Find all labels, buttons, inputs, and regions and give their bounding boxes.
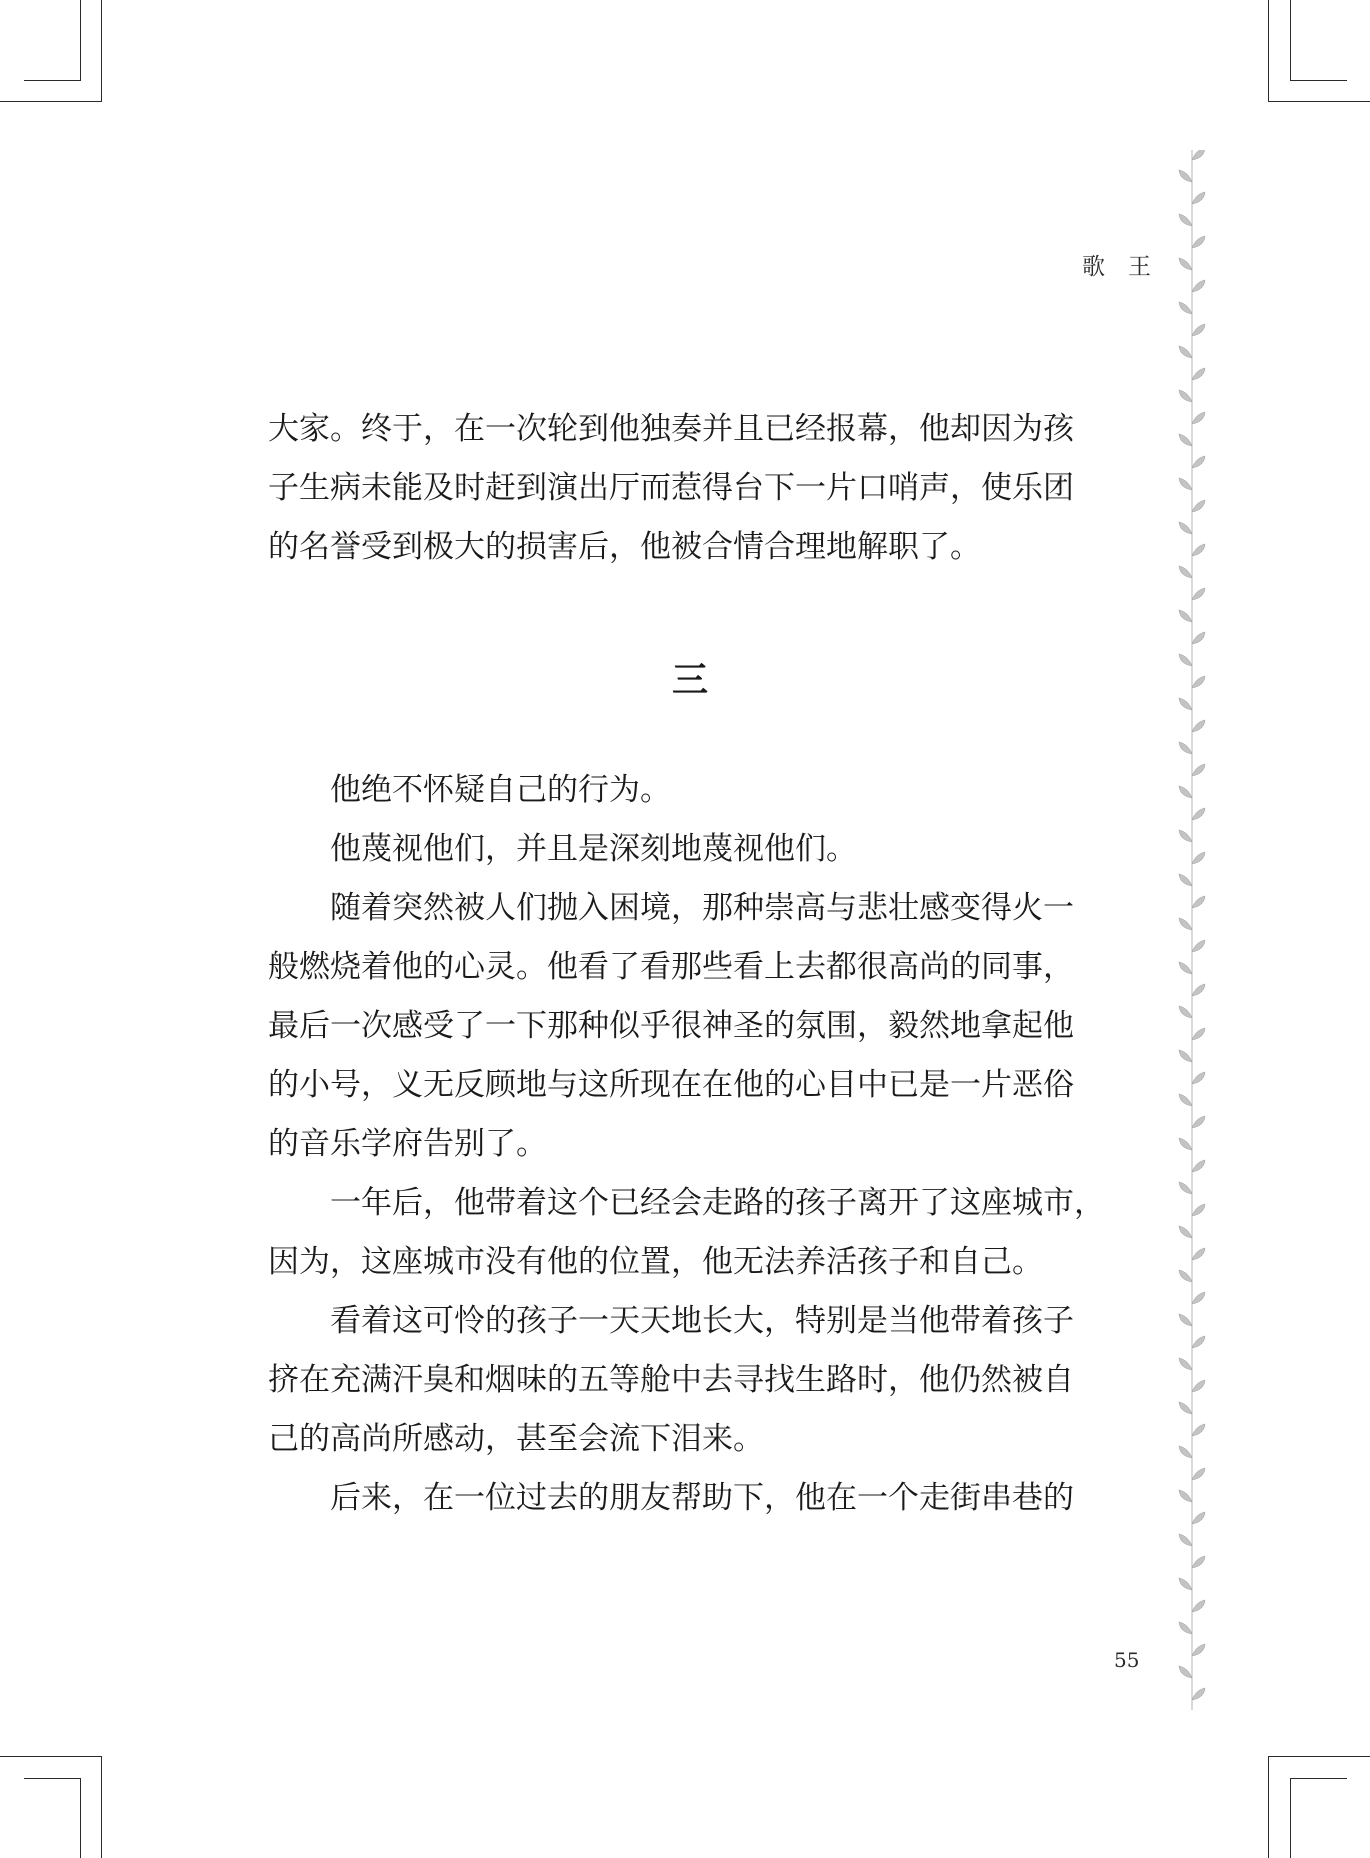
leaf-icon [1192, 632, 1205, 644]
leaf-icon [1179, 1270, 1192, 1282]
text-line: 己的高尚所感动，甚至会流下泪来。 [268, 1421, 764, 1457]
leaf-icon [1179, 258, 1192, 270]
leaf-icon [1179, 1622, 1192, 1634]
leaf-icon [1179, 830, 1192, 842]
leaf-icon [1192, 1512, 1205, 1524]
crop-mark-bottom-left-h2 [24, 1778, 81, 1779]
crop-mark-top-left-v2 [80, 0, 81, 80]
text-line: 大家。终于，在一次轮到他独奏并且已经报幕，他却因为孩 [268, 411, 1074, 447]
leaf-vine-border-icon [1172, 150, 1212, 1710]
leaf-icon [1192, 896, 1205, 908]
leaf-icon [1192, 150, 1205, 160]
paragraph-group-section [268, 761, 1120, 1528]
crop-mark-top-right-v [1268, 0, 1269, 102]
crop-mark-bottom-left-v2 [80, 1778, 81, 1858]
text-line: 一年后，他带着这个已经会走路的孩子离开了这座城市， [330, 1185, 1105, 1221]
text-line: 他蔑视他们，并且是深刻地蔑视他们。 [330, 831, 857, 867]
leaf-icon [1192, 1116, 1205, 1128]
paragraph-group-intro [268, 400, 1120, 577]
page-number: 55 [1114, 1648, 1140, 1672]
leaf-icon [1192, 1644, 1205, 1656]
leaf-icon [1192, 852, 1205, 864]
text-line: 般燃烧着他的心灵。他看了看那些看上去都很高尚的同事， [268, 949, 1074, 985]
text-line: 因为，这座城市没有他的位置，他无法养活孩子和自己。 [268, 1244, 1043, 1280]
crop-mark-bottom-right-h [1268, 1756, 1370, 1757]
crop-mark-top-left-v [101, 0, 102, 102]
leaf-icon [1192, 1072, 1205, 1084]
leaf-icon [1192, 1292, 1205, 1304]
crop-mark-top-right-h2 [1290, 80, 1347, 81]
leaf-icon [1192, 368, 1205, 380]
leaf-icon [1179, 698, 1192, 710]
leaf-icon [1192, 1160, 1205, 1172]
text-line: 的名誉受到极大的损害后，他被合情合理地解职了。 [268, 529, 981, 565]
leaf-icon [1192, 1468, 1205, 1480]
leaf-icon [1192, 280, 1205, 292]
leaf-icon [1179, 1226, 1192, 1238]
leaf-icon [1192, 412, 1205, 424]
leaf-icon [1192, 764, 1205, 776]
crop-mark-top-right-v2 [1290, 0, 1291, 80]
leaf-icon [1179, 1050, 1192, 1062]
leaf-icon [1179, 1490, 1192, 1502]
text-line: 看着这可怜的孩子一天天地长大，特别是当他带着孩子 [330, 1303, 1074, 1339]
leaf-icon [1192, 500, 1205, 512]
leaf-icon [1192, 324, 1205, 336]
leaf-icon [1179, 1314, 1192, 1326]
crop-mark-bottom-left-v [101, 1756, 102, 1858]
leaf-icon [1179, 962, 1192, 974]
leaf-icon [1179, 1446, 1192, 1458]
text-line: 挤在充满汗臭和烟味的五等舱中去寻找生路时，他仍然被自 [268, 1362, 1074, 1398]
text-line: 最后一次感受了一下那种似乎很神圣的氛围，毅然地拿起他 [268, 1008, 1074, 1044]
crop-mark-top-left-h [0, 101, 102, 102]
text-line: 的音乐学府告别了。 [268, 1126, 547, 1162]
leaf-icon [1179, 1182, 1192, 1194]
leaf-icon [1192, 1424, 1205, 1436]
leaf-icon [1192, 1336, 1205, 1348]
body-text [268, 400, 1120, 1528]
text-line: 他绝不怀疑自己的行为。 [330, 772, 671, 808]
leaf-icon [1179, 610, 1192, 622]
leaf-icon [1179, 1006, 1192, 1018]
leaf-icon [1192, 456, 1205, 468]
leaf-icon [1179, 214, 1192, 226]
leaf-icon [1179, 918, 1192, 930]
leaf-icon [1179, 1138, 1192, 1150]
leaf-icon [1192, 236, 1205, 248]
crop-mark-bottom-right-v [1268, 1756, 1269, 1858]
text-line: 子生病未能及时赶到演出厅而惹得台下一片口哨声，使乐团 [268, 470, 1074, 506]
leaf-icon [1179, 478, 1192, 490]
crop-mark-bottom-right-v2 [1290, 1778, 1291, 1858]
leaf-icon [1179, 786, 1192, 798]
leaf-icon [1179, 1094, 1192, 1106]
leaf-icon [1179, 742, 1192, 754]
leaf-icon [1192, 1028, 1205, 1040]
leaf-icon [1179, 566, 1192, 578]
leaf-icon [1192, 1248, 1205, 1260]
leaf-icon [1179, 390, 1192, 402]
crop-mark-top-left-h2 [24, 80, 81, 81]
section-title: 三 [671, 659, 708, 701]
leaf-icon [1179, 874, 1192, 886]
leaf-icon [1192, 1600, 1205, 1612]
leaf-icon [1179, 654, 1192, 666]
leaf-icon [1179, 1358, 1192, 1370]
text-line: 的小号，义无反顾地与这所现在在他的心目中已是一片恶俗 [268, 1067, 1074, 1103]
leaf-icon [1192, 1688, 1205, 1700]
running-head: 歌 王 [1082, 254, 1151, 280]
leaf-icon [1179, 1578, 1192, 1590]
leaf-icon [1192, 1556, 1205, 1568]
leaf-icon [1192, 984, 1205, 996]
leaf-icon [1179, 1666, 1192, 1678]
leaf-icon [1179, 1402, 1192, 1414]
leaf-icon [1179, 170, 1192, 182]
leaf-icon [1192, 1204, 1205, 1216]
leaf-icon [1179, 346, 1192, 358]
crop-mark-bottom-right-h2 [1290, 1778, 1347, 1779]
leaf-icon [1192, 1380, 1205, 1392]
text-line: 后来，在一位过去的朋友帮助下，他在一个走街串巷的 [330, 1480, 1074, 1516]
crop-mark-bottom-left-h [0, 1756, 102, 1757]
leaf-icon [1192, 720, 1205, 732]
leaf-icon [1179, 522, 1192, 534]
leaf-icon [1192, 808, 1205, 820]
leaf-icon [1192, 192, 1205, 204]
leaf-icon [1192, 588, 1205, 600]
crop-mark-top-right-h [1268, 101, 1370, 102]
leaf-icon [1192, 544, 1205, 556]
leaf-icon [1192, 940, 1205, 952]
leaf-icon [1179, 302, 1192, 314]
leaf-icon [1179, 434, 1192, 446]
section-break-spacer [268, 577, 1120, 761]
leaf-icon [1192, 676, 1205, 688]
leaf-icon [1179, 1534, 1192, 1546]
text-line: 随着突然被人们抛入困境，那种崇高与悲壮感变得火一 [330, 890, 1074, 926]
